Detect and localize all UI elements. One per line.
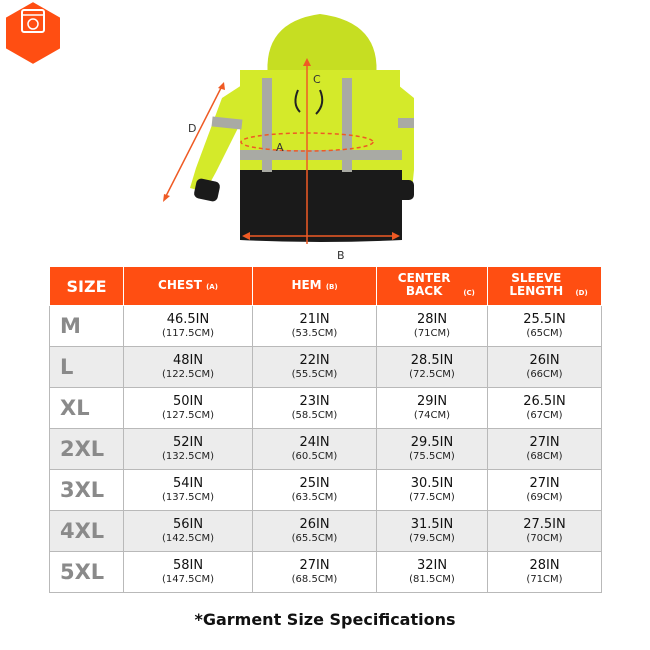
measurement-inches: 58IN [172, 558, 204, 573]
measurement-inches: 28.5IN [410, 353, 454, 368]
size-label: 4XL [50, 511, 124, 552]
measurement-cm: (58.5CM) [291, 410, 338, 421]
machine-washable-badge [418, 186, 484, 200]
measurement-inches: 26.5IN [523, 394, 566, 409]
measurement-cm: (81.5CM) [409, 574, 455, 585]
measurement-cell [124, 429, 253, 470]
measurement-inches: 26IN [299, 517, 330, 532]
measurement-cell [488, 388, 602, 429]
measurement-cell [488, 511, 602, 552]
measurement-inches: 54IN [172, 476, 204, 491]
measurement-inches: 23IN [299, 394, 330, 409]
footer-note: *Garment Size Specifications [194, 610, 456, 629]
measurement-cm: (63.5CM) [291, 492, 338, 503]
header-chest: CHEST (A) [124, 267, 253, 306]
measurement-inches: 26IN [529, 353, 560, 368]
measurement-cm: (60.5CM) [291, 451, 338, 462]
measurement-cell [377, 388, 488, 429]
measurement-cell [377, 429, 488, 470]
measurement-cm: (79.5CM) [409, 533, 455, 544]
measurement-cm: (122.5CM) [161, 369, 215, 380]
measurement-cell [124, 552, 253, 593]
measurement-cm: (127.5CM) [161, 410, 215, 421]
dimension-label-b: B [337, 249, 345, 262]
badge-line-1: MACHINE [436, 186, 466, 192]
measurement-cm: (69CM) [526, 492, 563, 503]
measurement-cm: (55.5CM) [291, 369, 338, 380]
measurement-cm: (66CM) [526, 369, 563, 380]
measurement-inches: 32IN [416, 558, 448, 573]
measurement-cm: (77.5CM) [409, 492, 455, 503]
measurement-cm: (65.5CM) [291, 533, 338, 544]
measurement-cell [488, 470, 602, 511]
measurement-cell [124, 306, 253, 347]
measurement-cell [253, 470, 377, 511]
measurement-cm: (142.5CM) [161, 533, 215, 544]
measurement-cell [124, 511, 253, 552]
measurement-cell [377, 511, 488, 552]
measurement-inches: 48IN [172, 353, 204, 368]
badge-line-2: WASHABLE [433, 193, 469, 199]
table-row [50, 347, 602, 388]
measurement-cm: (147.5CM) [161, 574, 215, 585]
measurement-cm: (71CM) [413, 328, 451, 339]
measurement-inches: 30.5IN [410, 476, 454, 491]
measurement-cm: (70CM) [526, 533, 563, 544]
measurement-inches: 22IN [299, 353, 330, 368]
table-header-row [50, 267, 602, 306]
measurement-cm: (72.5CM) [409, 369, 455, 380]
measurement-inches: 27.5IN [523, 517, 566, 532]
measurement-cell [124, 470, 253, 511]
measurement-cell [377, 552, 488, 593]
measurement-cm: (65CM) [526, 328, 563, 339]
table-row [50, 470, 602, 511]
measurement-inches: 46.5IN [166, 312, 210, 327]
measurement-inches: 24IN [299, 435, 330, 450]
measurement-cell [124, 388, 253, 429]
measurement-cell [488, 306, 602, 347]
measurement-cell [124, 347, 253, 388]
dimension-label-c: C [313, 73, 321, 86]
measurement-inches: 27IN [299, 558, 330, 573]
hoodie-illustration [0, 0, 650, 262]
measurement-cm: (75.5CM) [409, 451, 455, 462]
size-chart-table [49, 266, 602, 593]
measurement-inches: 21IN [299, 312, 330, 327]
measurement-inches: 29.5IN [410, 435, 454, 450]
dimension-label-a: A [276, 141, 284, 154]
measurement-cm: (68.5CM) [291, 574, 338, 585]
measurement-cell [488, 552, 602, 593]
measurement-inches: 25IN [299, 476, 330, 491]
measurement-cell [488, 347, 602, 388]
measurement-inches: 28IN [416, 312, 448, 327]
measurement-cm: (53.5CM) [291, 328, 338, 339]
header-center-back: CENTER BACK (C) [377, 267, 488, 306]
measurement-cm: (67CM) [526, 410, 563, 421]
size-label: 3XL [50, 470, 124, 511]
measurement-cell [253, 306, 377, 347]
measurement-inches: 29IN [416, 394, 448, 409]
table-row [50, 552, 602, 593]
washing-machine-icon [0, 0, 66, 66]
measurement-cm: (117.5CM) [161, 328, 215, 339]
measurement-cm: (137.5CM) [161, 492, 215, 503]
table-row [50, 388, 602, 429]
size-label: M [50, 306, 124, 347]
size-label: XL [50, 388, 124, 429]
measurement-cell [253, 347, 377, 388]
header-size: SIZE [50, 267, 124, 306]
measurement-cell [253, 511, 377, 552]
measurement-inches: 25.5IN [523, 312, 566, 327]
measurement-inches: 27IN [529, 435, 560, 450]
measurement-cell [377, 470, 488, 511]
hoodie-figure [0, 0, 650, 262]
header-hem: HEM (B) [253, 267, 377, 306]
measurement-inches: 27IN [529, 476, 560, 491]
size-label: L [50, 347, 124, 388]
measurement-cell [488, 429, 602, 470]
header-sleeve-length: SLEEVE LENGTH (D) [488, 267, 602, 306]
table-row [50, 429, 602, 470]
measurement-inches: 56IN [172, 517, 204, 532]
table-row [50, 306, 602, 347]
measurement-cell [253, 429, 377, 470]
measurement-cm: (71CM) [526, 574, 563, 585]
measurement-inches: 31.5IN [410, 517, 454, 532]
measurement-cm: (132.5CM) [161, 451, 215, 462]
size-label: 5XL [50, 552, 124, 593]
size-label: 2XL [50, 429, 124, 470]
measurement-cell [377, 306, 488, 347]
measurement-inches: 52IN [172, 435, 204, 450]
measurement-cell [253, 388, 377, 429]
measurement-cm: (68CM) [526, 451, 563, 462]
table-row [50, 511, 602, 552]
measurement-cell [377, 347, 488, 388]
measurement-cell [253, 552, 377, 593]
measurement-inches: 50IN [172, 394, 204, 409]
measurement-inches: 28IN [529, 558, 560, 573]
dimension-label-d: D [188, 122, 197, 135]
measurement-cm: (74CM) [413, 410, 451, 421]
